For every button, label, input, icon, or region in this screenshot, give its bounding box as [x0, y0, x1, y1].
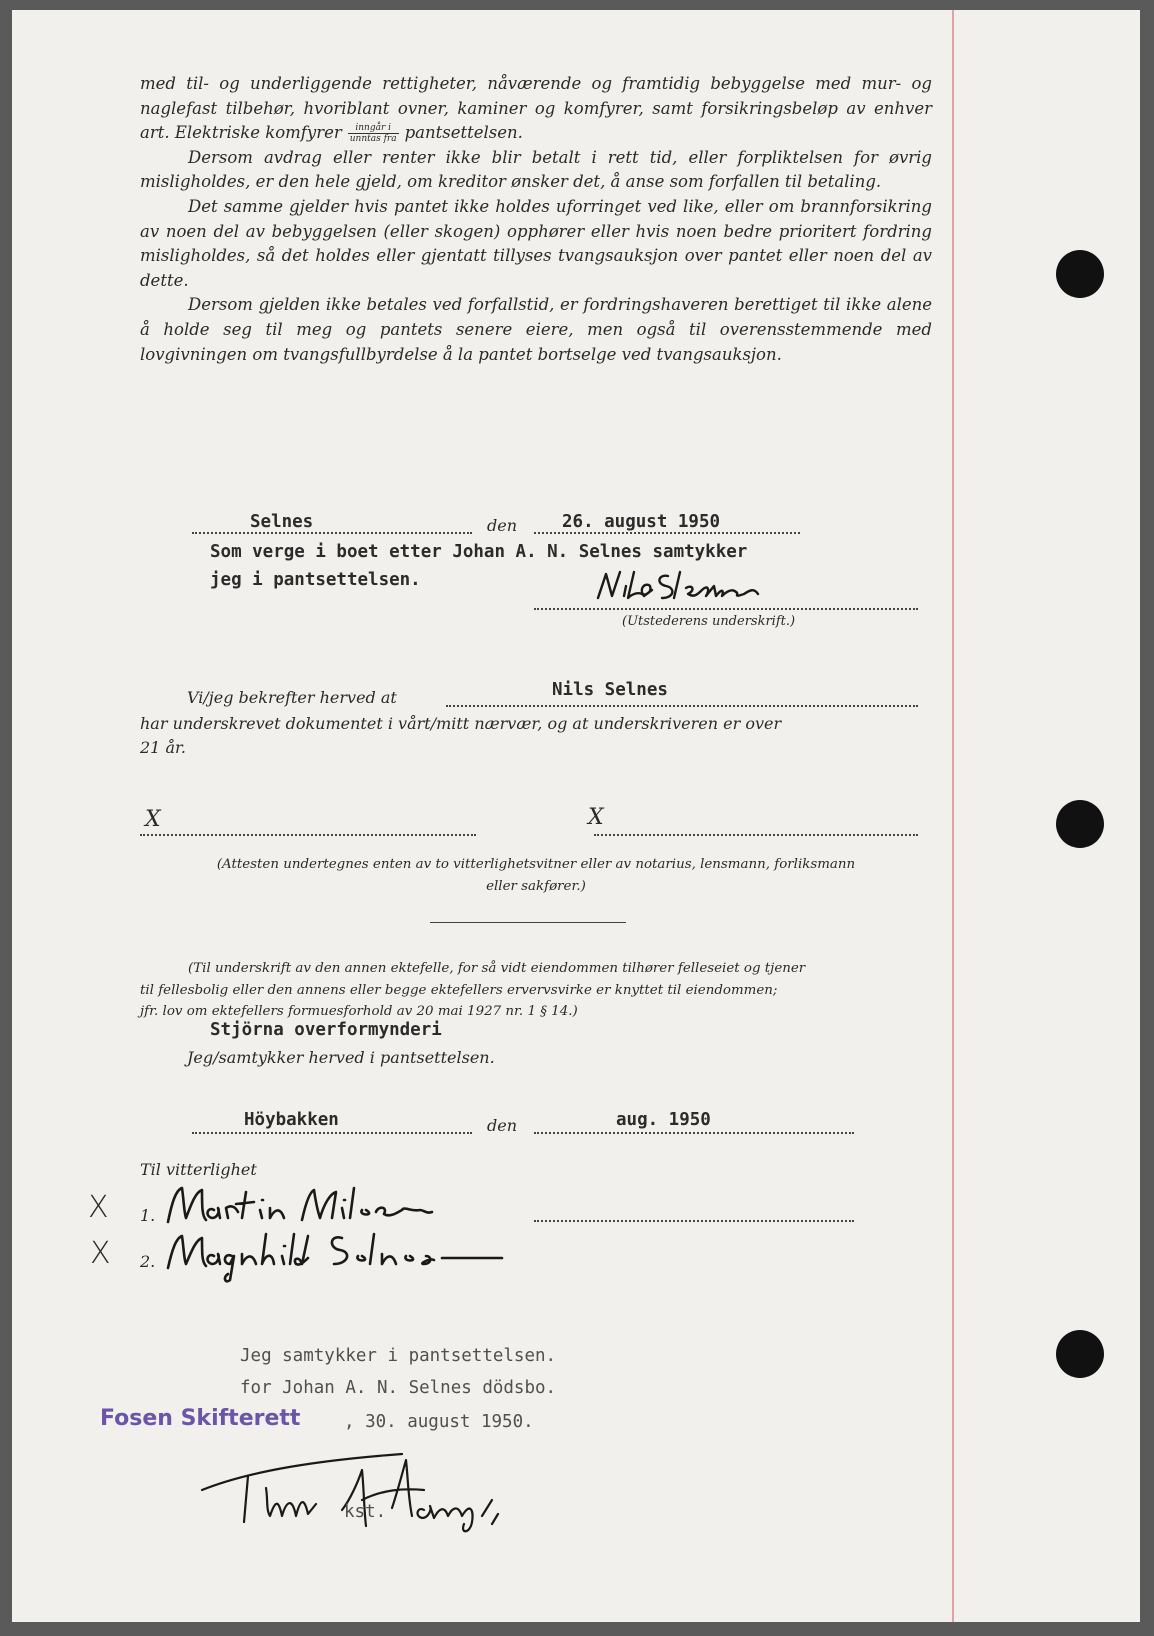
punch-hole — [1056, 250, 1104, 298]
spouse-date: aug. 1950 — [616, 1110, 711, 1130]
attested-name: Nils Selnes — [552, 680, 668, 700]
consent-line-2: jeg i pantsettelsen. — [210, 570, 421, 590]
spouse-place: Höybakken — [244, 1110, 339, 1130]
paragraph-2: Dersom avdrag eller renter ikke blir betalt i rett tid, eller forpliktelsen for øvrig misligholdes, er den hele gjeld, om kreditor ønsker det, å anse som forfallen til betaling. — [140, 147, 932, 192]
witness-2-number: 2. — [140, 1252, 156, 1271]
signing-date: 26. august 1950 — [562, 512, 721, 532]
document-page — [12, 10, 1140, 1622]
court-date: , 30. august 1950. — [344, 1412, 534, 1432]
witness-1-mark: X — [88, 1190, 109, 1225]
paragraph-4: Dersom gjelden ikke betales ved forfallstid, er fordringshaveren berettiget til ikke alene å holde seg til meg og pantets senere eiere, men også til overensstemmende med lovgivningen om tvangsfullbyrdelse å la pantet bortselge ved tvangsauksjon. — [140, 295, 932, 364]
terms-paragraphs — [140, 72, 932, 367]
witness-mark-2: X — [588, 805, 604, 830]
kst-label: kst. — [344, 1502, 387, 1522]
court-consent-line-1: Jeg samtykker i pantsettelsen. — [240, 1346, 557, 1366]
place-dotted-line — [192, 532, 472, 534]
witnesses-title: Til vitterlighet — [140, 1160, 257, 1179]
witness-line-2 — [594, 834, 918, 836]
attestation-note: (Attesten undertegnes enten av to vitterlighetsvitner eller av notarius, lensmann, forliksmann eller sakfører.) — [216, 857, 856, 894]
fraction-choice: $\frac{\text{inngår i}}{\text{unntas fra}}$ — [349, 123, 397, 145]
signature-caption: (Utstederens underskrift.) — [622, 614, 796, 629]
signature-dotted-line — [534, 608, 918, 610]
witness-line-1 — [140, 834, 476, 836]
witness-mark-1: X — [145, 807, 161, 832]
spouse-den-label: den — [487, 1116, 518, 1135]
attestation-dotted-line — [446, 705, 918, 707]
signing-place: Selnes — [250, 512, 314, 532]
attestation-line-3: 21 år. — [140, 738, 186, 757]
den-label: den — [487, 516, 518, 535]
margin-line — [952, 10, 954, 1622]
spouse-consent: Jeg/samtykker herved i pantsettelsen. — [187, 1048, 495, 1067]
witness-2-mark: X — [90, 1236, 111, 1271]
witness-1-dotted-line — [534, 1220, 854, 1222]
punch-hole — [1056, 800, 1104, 848]
paragraph-3: Det samme gjelder hvis pantet ikke holdes uforringet ved like, eller om brannforsikring av noen del av bebyggelsen (eller skogen) opphører eller hvis noen bedre prioritert fordring misligholdes, så det holdes eller gjentatt tillyses tvangsauksjon over pantet eller noen del av dette. — [140, 196, 932, 290]
court-consent-line-2: for Johan A. N. Selnes dödsbo. — [240, 1378, 557, 1398]
witness-2-signature — [162, 1228, 522, 1288]
overformynderi-name: Stjörna overformynderi — [210, 1020, 442, 1040]
punch-hole — [1056, 1330, 1104, 1378]
attestation-prefix: Vi/jeg bekrefter herved at — [187, 688, 397, 707]
date-dotted-line — [534, 532, 800, 534]
section-divider — [430, 922, 626, 923]
court-signature — [192, 1430, 572, 1540]
witness-1-number: 1. — [140, 1206, 156, 1225]
spouse-date-dotted-line — [534, 1132, 854, 1134]
consent-line-1: Som verge i boet etter Johan A. N. Selnes samtykker — [210, 542, 748, 562]
spouse-place-dotted-line — [192, 1132, 472, 1134]
witness-1-signature — [162, 1182, 502, 1232]
attestation-line-2: har underskrevet dokumentet i vårt/mitt nærvær, og at underskriveren er over — [140, 714, 782, 733]
paragraph-1: med til- og underliggende rettigheter, nåværende og framtidig bebyggelse med mur- og naglefast tilbehør, hvoriblant ovner, kaminer og komfyrer, samt forsikringsbeløp av enhver art. Elektriske komfyrer $\frac{\text{inngår i}}{\text{unntas fra}}$ pantsettelsen. — [140, 74, 932, 145]
spouse-note: (Til underskrift av den annen ektefelle, for så vidt eiendommen tilhører felleseiet og tjener til fellesbolig eller den annens eller begge ektefellers ervervsvirke er knyttet til eiendommen; jfr. lov om ektefellers formuesforhold av 20 mai 1927 nr. 1 § 14.) — [140, 961, 806, 1019]
court-stamp: Fosen Skifterett — [100, 1406, 301, 1431]
